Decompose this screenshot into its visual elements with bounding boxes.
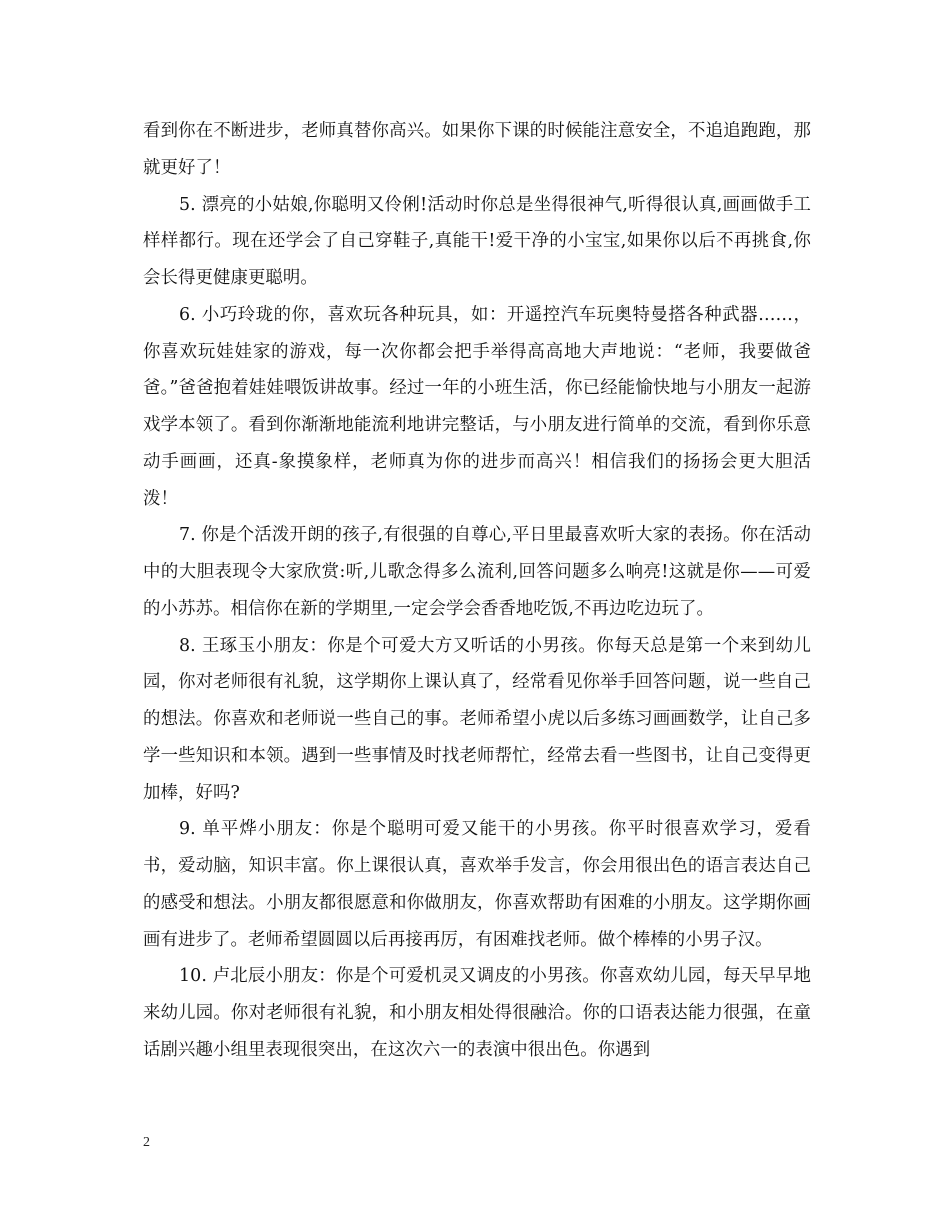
- paragraph-item-8: 8. 王琢玉小朋友：你是个可爱大方又听话的小男孩。你每天总是第一个来到幼儿园，你对老师很有礼貌，这学期你上课认真了，经常看见你举手回答问题，说一些自己的想法。你喜欢和老师说一些自己的事。老师希望小虎以后多练习画画数学，让自己多学一些知识和本领。遇到一些事情及时找老师帮忙，经常去看一些图书，让自己变得更加棒，好吗?: [143, 635, 811, 803]
- paragraph-continuation: 看到你在不断进步，老师真替你高兴。如果你下课的时候能注意安全，不追追跑跑，那就更好了！: [143, 121, 811, 178]
- paragraph-item-7: 7. 你是个活泼开朗的孩子,有很强的自尊心,平日里最喜欢听大家的表扬。你在活动中的大胆表现令大家欣赏:听,儿歌念得多么流利,回答问题多么响亮!这就是你——可爱的小苏苏。相信你在新的学期里,一定会学会香香地吃饭,不再边吃边玩了。: [143, 525, 811, 619]
- paragraph-item-9: 9. 单平烨小朋友：你是个聪明可爱又能干的小男孩。你平时很喜欢学习，爱看书，爱动脑，知识丰富。你上课很认真，喜欢举手发言，你会用很出色的语言表达自己的感受和想法。小朋友都很愿意和你做朋友，你喜欢帮助有困难的小朋友。这学期你画画有进步了。老师希望圆圆以后再接再厉，有困难找老师。做个棒棒的小男子汉。: [143, 819, 811, 950]
- paragraph-item-5: 5. 漂亮的小姑娘,你聪明又伶俐!活动时你总是坐得很神气,听得很认真,画画做手工样样都行。现在还学会了自己穿鞋子,真能干!爱干净的小宝宝,如果你以后不再挑食,你会长得更健康更聪明。: [143, 194, 811, 288]
- paragraph-item-10: 10. 卢北辰小朋友：你是个可爱机灵又调皮的小男孩。你喜欢幼儿园，每天早早地来幼儿园。你对老师很有礼貌，和小朋友相处得很融洽。你的口语表达能力很强，在童话剧兴趣小组里表现很突出，在这次六一的表演中很出色。你遇到: [143, 966, 811, 1060]
- paragraph-item-6: 6. 小巧玲珑的你，喜欢玩各种玩具，如：开遥控汽车玩奥特曼搭各种武器……，你喜欢玩娃娃家的游戏，每一次你都会把手举得高高地大声地说：“老师，我要做爸爸。”爸爸抱着娃娃喂饭讲故事。经过一年的小班生活，你已经能愉快地与小朋友一起游戏学本领了。看到你渐渐地能流利地讲完整话，与小朋友进行简单的交流，看到你乐意动手画画，还真-象摸象样，老师真为你的进步而高兴！相信我们的扬扬会更大胆活泼！: [143, 304, 811, 509]
- page-number: 2: [143, 1135, 150, 1150]
- document-body: [143, 113, 811, 1069]
